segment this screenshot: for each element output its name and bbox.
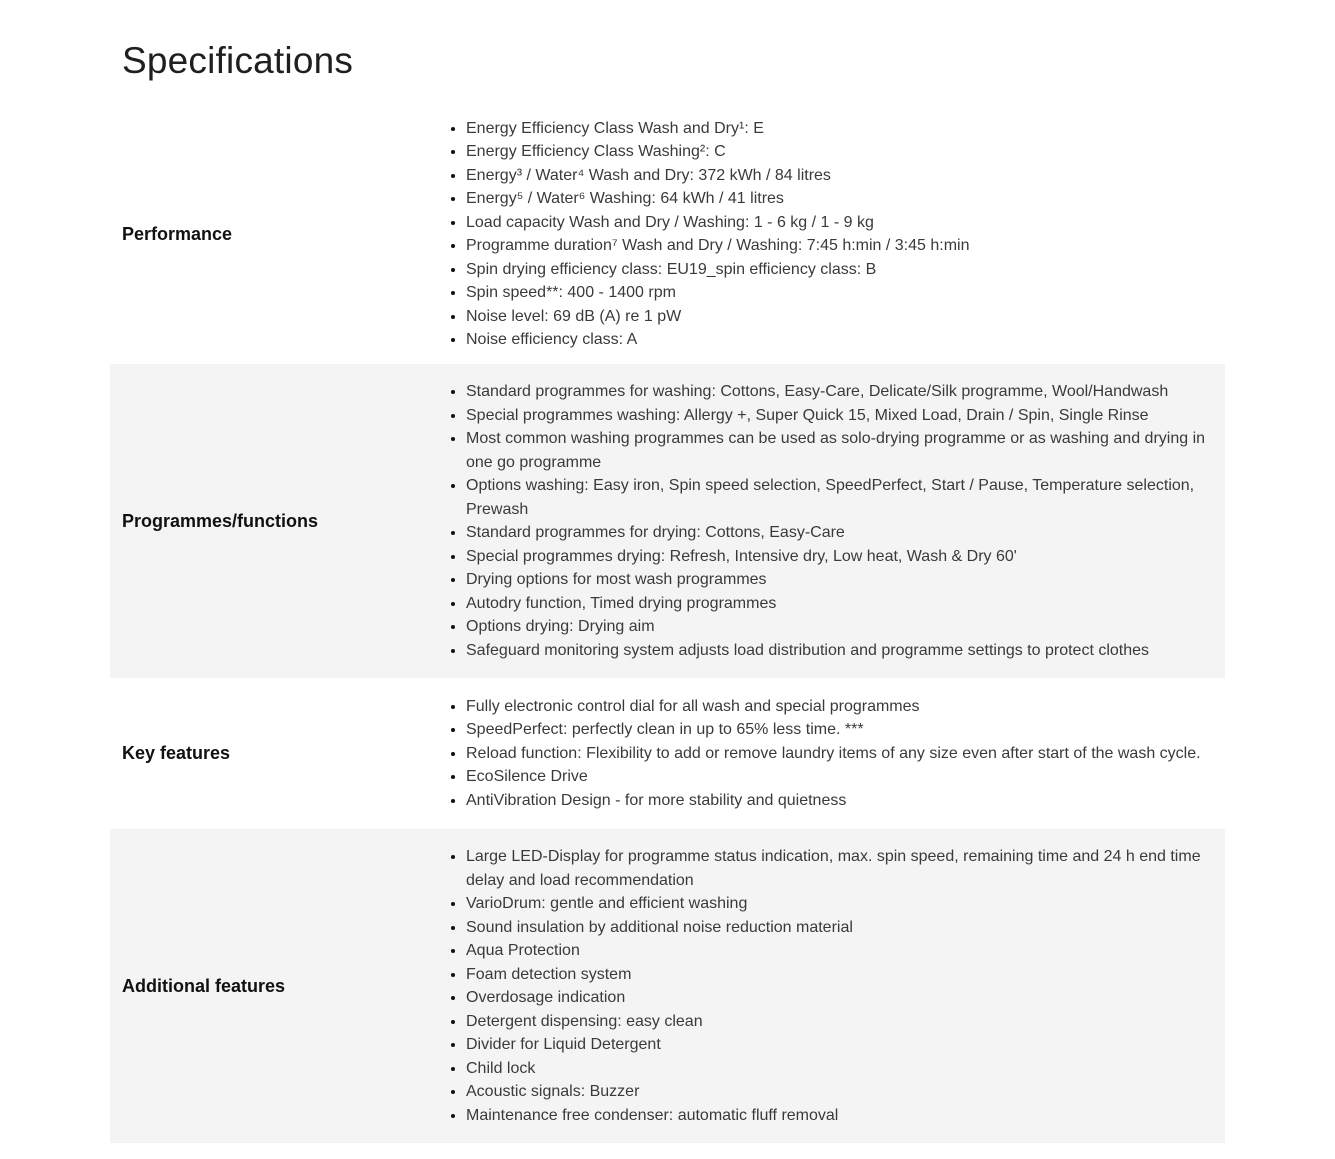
spec-item: • Drying options for most wash programmes: [466, 568, 1213, 592]
spec-item: • Acoustic signals: Buzzer: [466, 1080, 1213, 1104]
spec-section-key-features: [110, 678, 1225, 829]
spec-item: • Autodry function, Timed drying programmes: [466, 592, 1213, 616]
spec-table: [110, 104, 1225, 1143]
spec-section-programmes-functions: [110, 364, 1225, 678]
spec-item: • Noise efficiency class: A: [466, 328, 1213, 352]
spec-item: • Energy⁵ / Water⁶ Washing: 64 kWh / 41 litres: [466, 187, 1213, 211]
spec-item: • Energy³ / Water⁴ Wash and Dry: 372 kWh / 84 litres: [466, 164, 1213, 188]
spec-item: • Standard programmes for washing: Cottons, Easy-Care, Delicate/Silk programme, Wool/Handwash: [466, 380, 1213, 404]
spec-item: • Special programmes drying: Refresh, Intensive dry, Low heat, Wash & Dry 60': [466, 545, 1213, 569]
page-title: Specifications: [122, 40, 354, 81]
spec-item: • Fully electronic control dial for all wash and special programmes: [466, 695, 1213, 719]
spec-item-list: [440, 380, 1225, 662]
spec-item: • Large LED-Display for programme status indication, max. spin speed, remaining time and 24 h end time delay and load recommendation: [466, 845, 1213, 892]
spec-item: • Foam detection system: [466, 963, 1213, 987]
spec-item: • VarioDrum: gentle and efficient washing: [466, 892, 1213, 916]
spec-item: • Noise level: 69 dB (A) re 1 pW: [466, 305, 1213, 329]
spec-item: • Most common washing programmes can be used as solo-drying programme or as washing and drying in one go programme: [466, 427, 1213, 474]
spec-item: • Sound insulation by additional noise reduction material: [466, 916, 1213, 940]
spec-item: • Spin drying efficiency class: EU19_spin efficiency class: B: [466, 258, 1213, 282]
spec-item: • Energy Efficiency Class Washing²: C: [466, 140, 1213, 164]
spec-item: • AntiVibration Design - for more stability and quietness: [466, 789, 1213, 813]
spec-item-list: [440, 695, 1225, 813]
spec-section-label: Key features: [122, 743, 231, 763]
spec-item: • Standard programmes for drying: Cottons, Easy-Care: [466, 521, 1213, 545]
spec-item: • Special programmes washing: Allergy +, Super Quick 15, Mixed Load, Drain / Spin, Single Rinse: [466, 404, 1213, 428]
spec-item-list: [440, 845, 1225, 1127]
spec-item: • Programme duration⁷ Wash and Dry / Washing: 7:45 h:min / 3:45 h:min: [466, 234, 1213, 258]
spec-item: • Energy Efficiency Class Wash and Dry¹: E: [466, 117, 1213, 141]
spec-item: • Child lock: [466, 1057, 1213, 1081]
spec-section-performance: [110, 104, 1225, 364]
spec-item: • SpeedPerfect: perfectly clean in up to 65% less time. ***: [466, 718, 1213, 742]
spec-item-list: [440, 117, 1225, 352]
spec-section-label: Performance: [122, 223, 233, 244]
spec-item: • EcoSilence Drive: [466, 765, 1213, 789]
spec-item: • Load capacity Wash and Dry / Washing: 1 - 6 kg / 1 - 9 kg: [466, 211, 1213, 235]
spec-item: • Safeguard monitoring system adjusts load distribution and programme settings to protect clothes: [466, 639, 1213, 663]
spec-item: • Detergent dispensing: easy clean: [466, 1010, 1213, 1034]
spec-section-additional-features: [110, 829, 1225, 1143]
spec-item: • Reload function: Flexibility to add or remove laundry items of any size even after start of the wash cycle.: [466, 742, 1213, 766]
spec-section-label: Additional features: [122, 975, 286, 996]
spec-section-label: Programmes/functions: [122, 510, 319, 531]
spec-item: • Overdosage indication: [466, 986, 1213, 1010]
spec-item: • Options washing: Easy iron, Spin speed selection, SpeedPerfect, Start / Pause, Temperature selection, Prewash: [466, 474, 1213, 521]
spec-item: • Spin speed**: 400 - 1400 rpm: [466, 281, 1213, 305]
spec-item: • Aqua Protection: [466, 939, 1213, 963]
spec-item: • Maintenance free condenser: automatic fluff removal: [466, 1104, 1213, 1128]
spec-item: • Divider for Liquid Detergent: [466, 1033, 1213, 1057]
spec-item: • Options drying: Drying aim: [466, 615, 1213, 639]
